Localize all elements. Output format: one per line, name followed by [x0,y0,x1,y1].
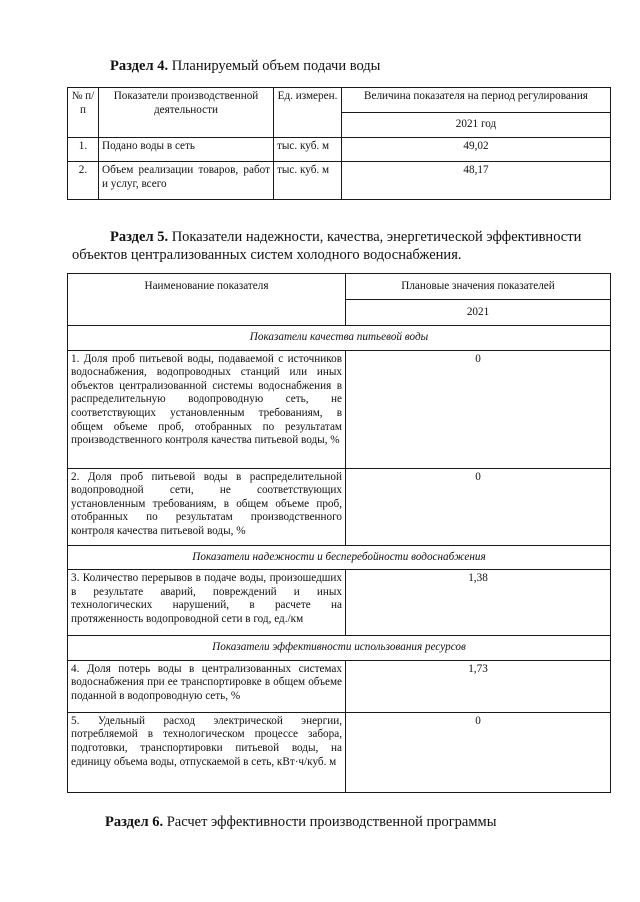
header-indicator-name: Наименование показателя [68,274,346,326]
table-row [68,570,611,636]
indicator-text: 3. Количество перерывов в подаче воды, произошедших в результате аварий, повреждений и иных технологических нарушений, в расчете на протяженность водопроводной сети в год, ед./км [68,570,346,636]
header-year: 2021 год [342,113,611,138]
section6-number: Раздел 6. [105,814,164,830]
indicators-table [67,273,611,793]
section6-title: Расчет эффективности производственной программы [166,814,497,830]
section4-number: Раздел 4. [110,58,169,74]
indicator-value: 0 [346,712,611,792]
section6-heading [105,813,496,831]
indicator-text: 2. Доля проб питьевой воды в распределительной водопроводной сети, не соответствующих установленным требованиям, в общем объеме проб, отобранных по результатам производственного контроля качества питьевой воды, % [68,468,346,545]
header-num: № п/п [68,88,99,138]
header-value: Величина показателя на период регулирования [342,88,611,113]
header-indicator: Показатели производственной деятельности [99,88,274,138]
header-unit: Ед. измерен. [274,88,342,138]
section5-title: Показатели надежности, качества, энергетической эффективности объектов централизованных систем холодного водоснабжения. [72,229,582,263]
table-row [68,712,611,792]
table-row [68,350,611,468]
row-value: 49,02 [342,138,611,162]
row-name: Подано воды в сеть [99,138,274,162]
row-num: 1. [68,138,99,162]
row-unit: тыс. куб. м [274,138,342,162]
indicator-value: 0 [346,468,611,545]
table-row [68,162,611,200]
table-row [68,660,611,712]
indicator-text: 1. Доля проб питьевой воды, подаваемой с источников водоснабжения, водопроводных станций или иных объектов централизованной системы водоснабжения в распределительную водопроводную сеть, не соответствующих установленным требованиям, в общем объеме проб, отобранных по результатам производственного контроля качества питьевой воды, % [68,350,346,468]
indicator-text: 4. Доля потерь воды в централизованных системах водоснабжения при ее транспортировке в общем объеме поданной в водопроводную сеть, % [68,660,346,712]
table-row [68,468,611,545]
table-row [68,138,611,162]
row-unit: тыс. куб. м [274,162,342,200]
indicator-text: 5. Удельный расход электрической энергии, потребляемой в технологическом процессе забора, подготовки, транспортировки питьевой воды, на единицу объема воды, отпускаемой в сеть, кВт·ч/куб. м [68,712,346,792]
row-value: 48,17 [342,162,611,200]
section4-heading [110,57,380,75]
row-num: 2. [68,162,99,200]
section4-title: Планируемый объем подачи воды [171,58,381,74]
indicator-value: 1,38 [346,570,611,636]
group-title: Показатели эффективности использования ресурсов [68,636,611,661]
group-title: Показатели качества питьевой воды [68,326,611,351]
indicator-value: 0 [346,350,611,468]
indicator-value: 1,73 [346,660,611,712]
row-name: Объем реализации товаров, работ и услуг, всего [99,162,274,200]
section5-heading [72,228,612,264]
group-title: Показатели надежности и бесперебойности водоснабжения [68,545,611,570]
water-supply-table [67,87,611,200]
section5-number: Раздел 5. [110,229,169,245]
header-planned: Плановые значения показателей [346,274,611,300]
header-year: 2021 [346,300,611,326]
